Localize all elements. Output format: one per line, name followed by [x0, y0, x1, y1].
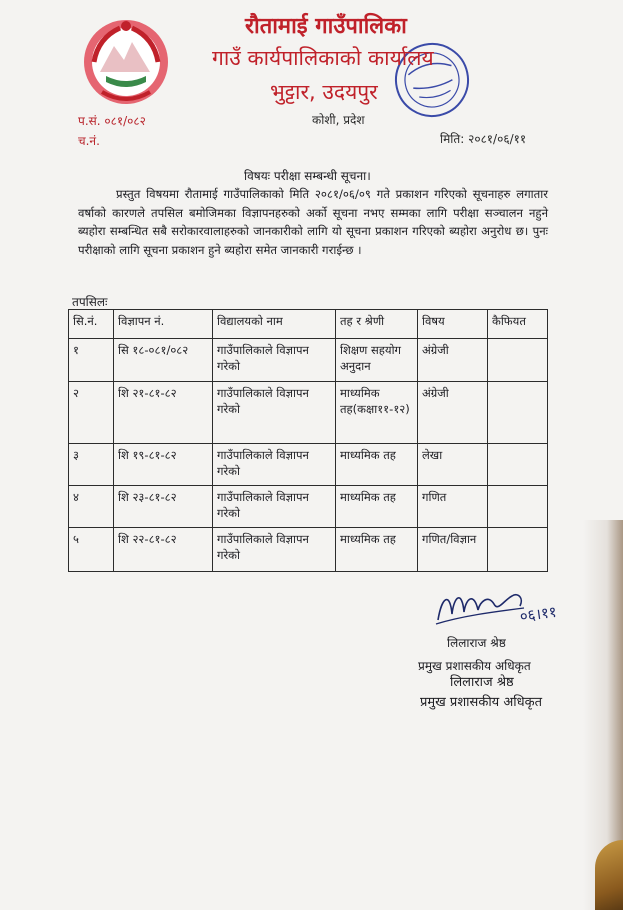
signatory-role: प्रमुख प्रशासकीय अधिकृत	[420, 695, 543, 710]
dispatch-number: च.नं.	[78, 134, 100, 148]
municipality-title: रौतामाई गाउँपालिका	[245, 14, 407, 39]
column-header: विज्ञापन नं.	[114, 310, 213, 339]
signature-date: ०६।११	[518, 602, 558, 626]
table-cell: ४	[69, 486, 114, 528]
table-cell	[488, 528, 548, 572]
nepal-emblem-icon	[80, 16, 172, 108]
notice-subject: विषयः परीक्षा सम्बन्धी सूचना।	[244, 169, 371, 183]
column-header: कैफियत	[488, 310, 548, 339]
table-cell: ५	[69, 528, 114, 572]
table-cell: गाउँपालिकाले विज्ञापन गरेको	[213, 486, 336, 528]
table-cell: लेखा	[418, 444, 488, 486]
table-cell: गणित	[418, 486, 488, 528]
table-row	[69, 486, 548, 528]
signatory-name-handwritten: लिलाराज श्रेष्ठ	[447, 636, 506, 650]
advertisement-table	[68, 309, 548, 572]
table-header-row	[69, 310, 548, 339]
table-cell: माध्यमिक तह(कक्षा११-१२)	[336, 382, 418, 444]
table-cell: गाउँपालिकाले विज्ञापन गरेको	[213, 382, 336, 444]
table-cell	[488, 339, 548, 382]
column-header: तह र श्रेणी	[336, 310, 418, 339]
table-cell: माध्यमिक तह	[336, 486, 418, 528]
column-header: विद्यालयको नाम	[213, 310, 336, 339]
table-row	[69, 444, 548, 486]
table-row	[69, 382, 548, 444]
table-cell: सि १८-०८१/०८२	[114, 339, 213, 382]
table-cell: ३	[69, 444, 114, 486]
table-cell: अंग्रेजी	[418, 339, 488, 382]
notice-body: प्रस्तुत विषयमा रौतामाई गाउँपालिकाको मिति २०८१/०६/०९ गते प्रकाशन गरिएको सूचनाहरु लगातार वर्षाको कारणले तपसिल बमोजिमका विज्ञापनहरुको अर्को सूचना नभए सम्मका लागि परीक्षा सञ्चालन नहुने ब्यहोरा सम्बन्धित सबै सरोकारवालाहरुको जानकारीको लागि यो सूचना प्रकाशन गरिएको ब्यहोरा अनुरोध छ। पुनः परीक्षाको लागि सूचना प्रकाशन हुने ब्यहोरा समेत जानकारी गराईन्छ ।	[78, 187, 548, 257]
table-row	[69, 528, 548, 572]
table-cell: माध्यमिक तह	[336, 444, 418, 486]
table-cell: १	[69, 339, 114, 382]
table-cell: शि २३-८१-८२	[114, 486, 213, 528]
table-cell: २	[69, 382, 114, 444]
office-name: गाउँ कार्यपालिकाको कार्यालय	[212, 46, 434, 70]
table-cell: गाउँपालिकाले विज्ञापन गरेको	[213, 528, 336, 572]
column-header: विषय	[418, 310, 488, 339]
signatory-role-handwritten: प्रमुख प्रशासकीय अधिकृत	[418, 659, 531, 673]
table-cell: गाउँपालिकाले विज्ञापन गरेको	[213, 339, 336, 382]
table-cell	[488, 382, 548, 444]
table-cell: शि १९-८१-८२	[114, 444, 213, 486]
reference-number: प.सं. ०८१/०८२	[78, 114, 146, 128]
handwritten-signature-icon	[432, 576, 562, 636]
column-header: सि.नं.	[69, 310, 114, 339]
table-cell: शि २२-८१-८२	[114, 528, 213, 572]
table-cell: गाउँपालिकाले विज्ञापन गरेको	[213, 444, 336, 486]
province-name: कोशी, प्रदेश	[312, 113, 365, 127]
table-cell: शिक्षण सहयोग अनुदान	[336, 339, 418, 382]
table-cell: गणित/विज्ञान	[418, 528, 488, 572]
office-place: भुट्टार, उदयपुर	[270, 80, 378, 104]
table-row	[69, 339, 548, 382]
table-cell: अंग्रेजी	[418, 382, 488, 444]
table-cell: माध्यमिक तह	[336, 528, 418, 572]
table-cell	[488, 444, 548, 486]
signatory-name: लिलाराज श्रेष्ठ	[450, 675, 514, 690]
table-cell	[488, 486, 548, 528]
notice-date: मिति: २०८१/०६/११	[440, 132, 527, 146]
details-label: तपसिलः	[72, 295, 108, 309]
table-cell: शि २१-८१-८२	[114, 382, 213, 444]
